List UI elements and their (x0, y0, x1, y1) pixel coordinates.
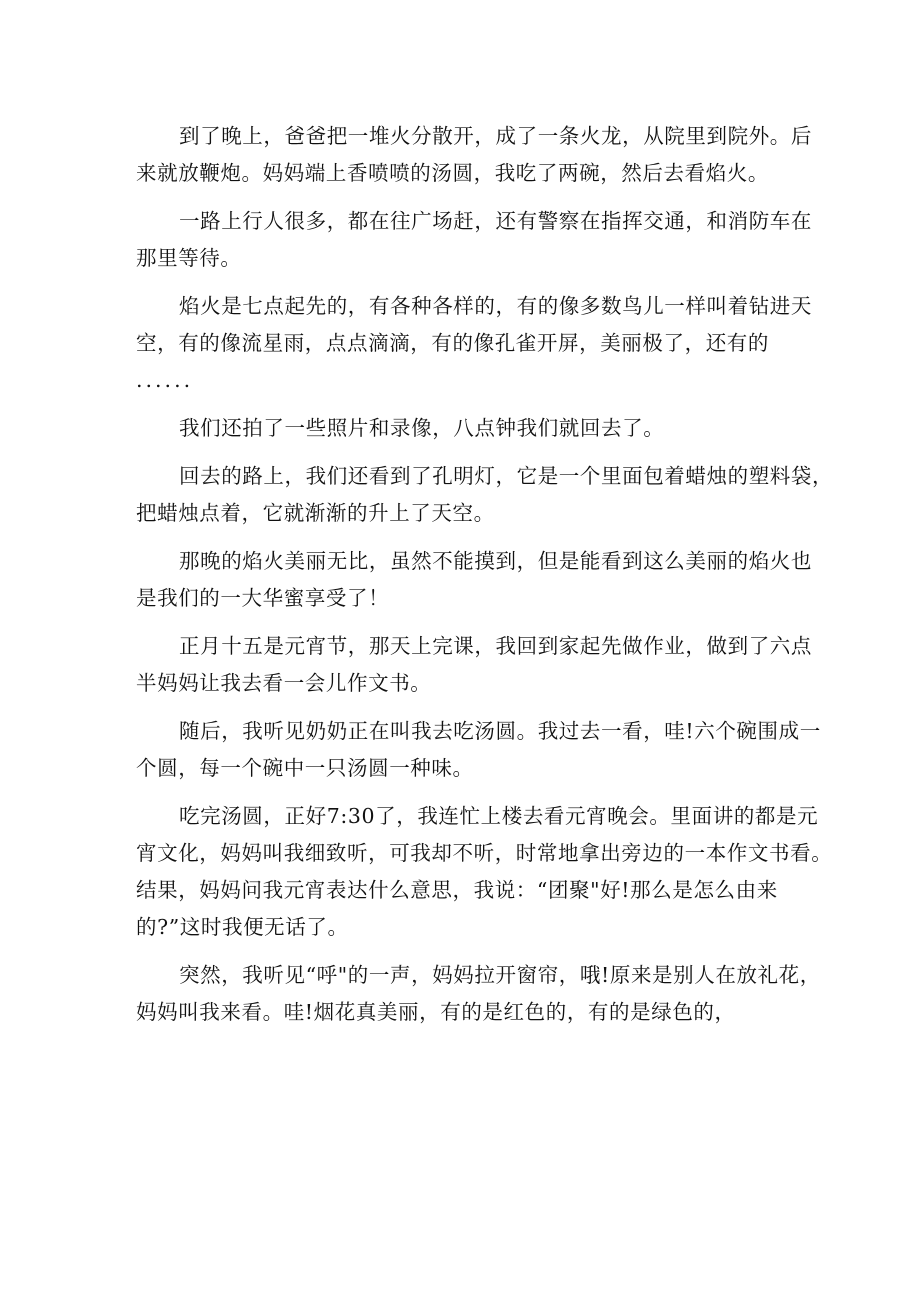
paragraph-4 (136, 410, 796, 447)
paragraph-10 (136, 957, 821, 1031)
text-line: 我们还拍了一些照片和录像，八点钟我们就回去了。 (179, 416, 665, 440)
text-line: 是我们的一大华蜜享受了！ (136, 586, 390, 610)
text-line: 回去的路上，我们还看到了孔明灯，它是一个里面包着蜡烛的塑料袋， (179, 464, 834, 488)
text-line: 吃完汤圆，正好7:30了，我连忙上楼去看元宵晚会。里面讲的都是元 (179, 804, 819, 828)
paragraph-5 (136, 458, 834, 532)
text-line: 半妈妈让我去看一会儿作文书。 (136, 671, 432, 695)
paragraph-9 (136, 798, 833, 946)
text-line: 空，有的像流星雨，点点滴滴，有的像孔雀开屏，美丽极了，还有的 (136, 331, 769, 355)
document-body (136, 118, 834, 1042)
text-line: 突然，我听见“呼"的一声，妈妈拉开窗帘，哦!原来是别人在放礼花， (179, 963, 821, 987)
text-line: 那里等待。 (136, 246, 242, 270)
text-line: 随后，我听见奶奶正在叫我去吃汤圆。我过去一看，哇!六个碗围成一 (179, 719, 821, 743)
paragraph-7 (136, 628, 812, 702)
paragraph-2 (136, 203, 812, 277)
text-line: 把蜡烛点着，它就渐渐的升上了天空。 (136, 501, 495, 525)
text-line: 正月十五是元宵节，那天上完课，我回到家起先做作业，做到了六点 (179, 634, 812, 658)
text-line: 焰火是七点起先的，有各种各样的，有的像多数鸟儿一样叫着钻进天 (179, 294, 812, 318)
text-line: 个圆，每一个碗中一只汤圆一种味。 (136, 756, 474, 780)
text-line: 结果，妈妈问我元宵表达什么意思，我说：“团聚"好!那么是怎么由来 (136, 878, 778, 902)
text-line: 一路上行人很多，都在往广场赶，还有警察在指挥交通，和消防车在 (179, 209, 812, 233)
text-line: 妈妈叫我来看。哇!烟花真美丽，有的是红色的，有的是绿色的， (136, 1000, 736, 1024)
text-line: 到了晚上，爸爸把一堆火分散开，成了一条火龙，从院里到院外。后 (179, 124, 812, 148)
paragraph-3 (136, 288, 812, 399)
paragraph-6 (136, 543, 812, 617)
text-line: 的?”这时我便无话了。 (136, 915, 349, 939)
paragraph-8 (136, 713, 821, 787)
text-line: 宵文化，妈妈叫我细致听，可我却不听，时常地拿出旁边的一本作文书看。 (136, 841, 833, 865)
ellipsis-line: ...... (136, 368, 194, 392)
paragraph-1 (136, 118, 812, 192)
text-line: 来就放鞭炮。妈妈端上香喷喷的汤圆，我吃了两碗，然后去看焰火。 (136, 161, 769, 185)
text-line: 那晚的焰火美丽无比，虽然不能摸到，但是能看到这么美丽的焰火也 (179, 549, 812, 573)
